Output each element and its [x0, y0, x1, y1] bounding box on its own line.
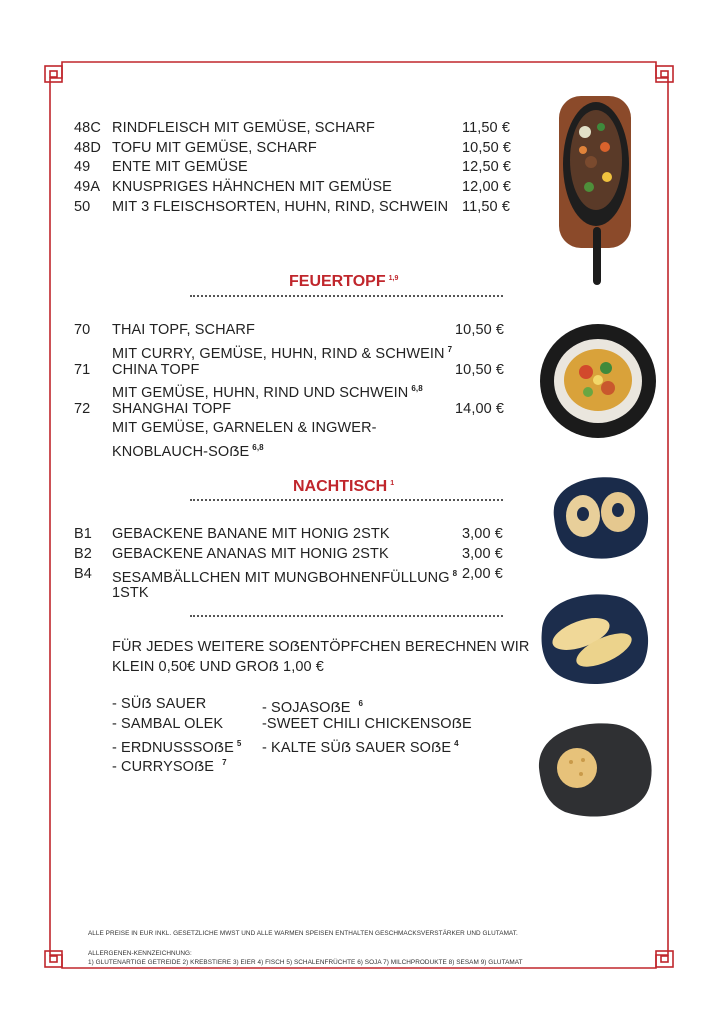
section-title: FEUERTOPF — [289, 273, 386, 290]
sauce-label: - SÜẞ SAUER — [112, 696, 207, 712]
description-text: MIT CURRY, GEMÜSE, HUHN, RIND & SCHWEIN — [112, 346, 445, 362]
sauce-allergens: 5 — [236, 739, 242, 748]
item-code: 72 — [74, 401, 91, 417]
item-allergens: 8 — [452, 569, 458, 578]
item-code: 48C — [74, 120, 101, 136]
item-code: 71 — [74, 362, 91, 378]
item-code: B1 — [74, 526, 92, 542]
item-name: GEBACKENE ANANAS MIT HONIG 2STK — [112, 546, 389, 562]
item-code: 48D — [74, 140, 101, 156]
dotted-divider — [190, 499, 503, 501]
dessert-plate-banana-photo — [536, 590, 654, 688]
sauce-label: - SAMBAL OLEK — [112, 716, 224, 732]
item-code: 49A — [74, 179, 101, 195]
item-name: CHINA TOPF — [112, 362, 200, 378]
description-allergens: 6,8 — [252, 443, 264, 452]
item-price: 11,50 € — [462, 120, 511, 136]
dotted-divider — [190, 615, 503, 617]
description-text: MIT GEMÜSE, GARNELEN & INGWER- — [112, 420, 377, 436]
item-price: 14,00 € — [455, 401, 505, 417]
section-allergens: 1,9 — [388, 275, 399, 282]
item-code: 70 — [74, 322, 91, 338]
item-code: B2 — [74, 546, 92, 562]
item-price: 2,00 € — [462, 566, 503, 582]
item-name: SESAMBÄLLCHEN MIT MUNGBOHNENFÜLLUNG — [112, 570, 450, 586]
sauce-item — [112, 715, 223, 733]
dessert-plate-pineapple-photo — [546, 472, 654, 562]
item-name: TOFU MIT GEMÜSE, SCHARF — [112, 140, 317, 156]
sauce-label: - KALTE SÜẞ SAUER SOẞE — [262, 740, 452, 756]
sauce-label: - SOJASOẞE — [262, 700, 351, 716]
sauce-allergens: 7 — [222, 758, 227, 767]
section-allergens: 1 — [390, 480, 395, 487]
sauce-item — [112, 695, 206, 713]
section-heading-nachtisch — [293, 478, 394, 496]
item-price: 11,50 € — [462, 199, 511, 215]
sauce-label: - ERDNUSSSOẞE — [112, 740, 234, 756]
item-price: 10,50 € — [455, 322, 505, 338]
section-heading-feuertopf — [289, 273, 398, 291]
sauce-item — [262, 715, 472, 733]
sauce-allergens: 4 — [454, 739, 459, 748]
item-price: 10,50 € — [462, 140, 512, 156]
item-name: MIT 3 FLEISCHSORTEN, HUHN, RIND, SCHWEIN — [112, 199, 449, 215]
item-name: THAI TOPF, SCHARF — [112, 322, 255, 338]
description-text: MIT GEMÜSE, HUHN, RIND UND SCHWEIN — [112, 385, 409, 401]
description-text: 1STK — [112, 585, 149, 601]
description-text: KNOBLAUCH-SOẞE — [112, 444, 250, 460]
footer-allergen-title: ALLERGENEN-KENNZEICHNUNG: — [88, 950, 192, 957]
item-name: RINDFLEISCH MIT GEMÜSE, SCHARF — [112, 120, 375, 136]
item-name: ENTE MIT GEMÜSE — [112, 159, 248, 175]
sizzling-plate-photo — [555, 92, 635, 287]
item-code: 49 — [74, 159, 91, 175]
item-price: 3,00 € — [462, 546, 503, 562]
sauce-label: -SWEET CHILI CHICKENSOẞE — [262, 716, 472, 732]
item-name: GEBACKENE BANANE MIT HONIG 2STK — [112, 526, 390, 542]
sauce-label: - CURRYSOẞE — [112, 759, 215, 775]
hot-pot-bowl-photo — [538, 322, 658, 440]
description-allergens: 7 — [447, 345, 453, 354]
dessert-plate-sesame-ball-photo — [535, 718, 657, 822]
dotted-divider — [190, 295, 503, 297]
item-price: 3,00 € — [462, 526, 503, 542]
item-price: 12,50 € — [462, 159, 512, 175]
sauce-item — [262, 695, 363, 717]
item-code: 50 — [74, 199, 91, 215]
item-price: 10,50 € — [455, 362, 505, 378]
sauce-note-line: FÜR JEDES WEITERE SOẞENTÖPFCHEN BERECHNEN WIR — [112, 639, 530, 655]
sauce-allergens: 6 — [358, 699, 364, 708]
item-price: 12,00 € — [462, 179, 512, 195]
footer-allergen-list: 1) GLUTENARTIGE GETREIDE 2) KREBSTIERE 3) EIER 4) FISCH 5) SCHALENFRÜCHTE 6) SOJA 7) MILCHPRODUKTE 8) SESAM 9) GLUTAMAT — [88, 959, 523, 966]
item-code: B4 — [74, 566, 92, 582]
item-name: SHANGHAI TOPF — [112, 401, 232, 417]
description-allergens: 6,8 — [411, 384, 423, 393]
footer-prices-note: ALLE PREISE IN EUR INKL. GESETZLICHE MWST UND ALLE WARMEN SPEISEN ENTHALTEN GESCHMACKSVERSTÄRKER UND GLUTAMAT. — [88, 930, 518, 937]
section-title: NACHTISCH — [293, 478, 388, 495]
sauce-note-line: KLEIN 0,50€ UND GROẞ 1,00 € — [112, 659, 324, 675]
sauce-item — [112, 754, 227, 776]
item-name: KNUSPRIGES HÄHNCHEN MIT GEMÜSE — [112, 179, 392, 195]
sauce-item — [262, 735, 459, 757]
